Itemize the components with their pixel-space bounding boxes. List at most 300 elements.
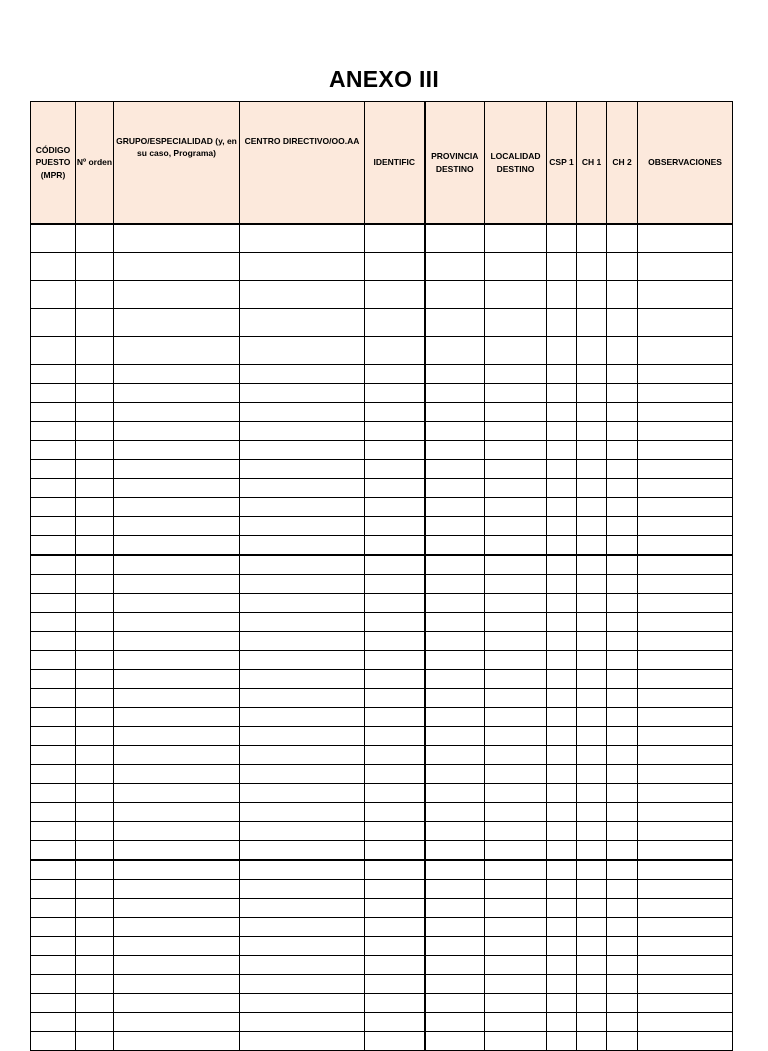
table-cell-csp1 [547,594,577,613]
table-cell-localidad [485,956,547,975]
table-cell-centro [240,365,365,384]
table-row [31,536,733,556]
table-cell-ch2 [607,575,638,594]
table-cell-ch1 [577,651,607,670]
table-cell-localidad [485,860,547,880]
table-cell-codigo [31,403,76,422]
table-cell-ch1 [577,899,607,918]
table-cell-centro [240,670,365,689]
table-cell-localidad [485,384,547,403]
table-row [31,746,733,765]
table-cell-orden [76,498,114,517]
table-cell-ch2 [607,479,638,498]
table-row [31,309,733,337]
table-row [31,899,733,918]
col-header-observaciones: OBSERVACIONES [638,102,733,225]
table-cell-ch2 [607,975,638,994]
table-cell-ch1 [577,281,607,309]
table-cell-orden [76,517,114,536]
table-row [31,460,733,479]
table-cell-centro [240,460,365,479]
table-cell-centro [240,918,365,937]
table-cell-ch2 [607,613,638,632]
col-header-identific: IDENTIFIC [365,102,425,225]
table-cell-orden [76,594,114,613]
table-cell-orden [76,689,114,708]
table-cell-grupo [114,224,240,253]
table-cell-identific [365,1032,425,1051]
table-cell-localidad [485,918,547,937]
table-cell-localidad [485,899,547,918]
table-cell-observaciones [638,994,733,1013]
table-cell-csp1 [547,670,577,689]
table-cell-csp1 [547,575,577,594]
table-cell-ch2 [607,1013,638,1032]
table-cell-ch2 [607,384,638,403]
table-cell-codigo [31,956,76,975]
table-cell-ch1 [577,479,607,498]
table-cell-provincia [425,594,485,613]
table-cell-identific [365,536,425,556]
table-cell-ch2 [607,746,638,765]
table-cell-identific [365,918,425,937]
table-cell-codigo [31,281,76,309]
table-cell-orden [76,746,114,765]
table-cell-centro [240,403,365,422]
table-cell-orden [76,337,114,365]
table-cell-orden [76,841,114,861]
table-cell-localidad [485,765,547,784]
table-cell-ch2 [607,708,638,727]
table-cell-localidad [485,517,547,536]
table-row [31,708,733,727]
table-cell-codigo [31,1013,76,1032]
table-cell-provincia [425,803,485,822]
table-cell-centro [240,899,365,918]
table-cell-provincia [425,822,485,841]
table-row [31,956,733,975]
table-cell-identific [365,803,425,822]
table-cell-csp1 [547,994,577,1013]
table-cell-grupo [114,337,240,365]
table-cell-csp1 [547,422,577,441]
table-cell-csp1 [547,384,577,403]
table-cell-ch2 [607,899,638,918]
table-cell-orden [76,224,114,253]
col-header-csp1: CSP 1 [547,102,577,225]
table-cell-grupo [114,517,240,536]
table-cell-csp1 [547,784,577,803]
table-cell-centro [240,441,365,460]
table-cell-centro [240,689,365,708]
table-cell-orden [76,422,114,441]
table-cell-ch2 [607,422,638,441]
table-cell-provincia [425,746,485,765]
table-cell-grupo [114,384,240,403]
table-cell-csp1 [547,337,577,365]
table-row [31,613,733,632]
table-cell-identific [365,613,425,632]
table-cell-csp1 [547,632,577,651]
table-row [31,784,733,803]
table-cell-orden [76,309,114,337]
table-cell-centro [240,880,365,899]
table-cell-orden [76,860,114,880]
table-cell-csp1 [547,403,577,422]
table-cell-orden [76,880,114,899]
table-cell-provincia [425,309,485,337]
table-cell-ch2 [607,918,638,937]
table-cell-ch2 [607,994,638,1013]
table-row [31,975,733,994]
table-cell-identific [365,422,425,441]
table-cell-orden [76,822,114,841]
table-cell-centro [240,632,365,651]
table-cell-provincia [425,613,485,632]
table-cell-ch1 [577,689,607,708]
table-cell-ch1 [577,1013,607,1032]
table-cell-observaciones [638,365,733,384]
table-cell-provincia [425,956,485,975]
table-cell-identific [365,784,425,803]
table-cell-centro [240,956,365,975]
table-cell-csp1 [547,975,577,994]
table-cell-provincia [425,224,485,253]
table-cell-localidad [485,253,547,281]
table-cell-csp1 [547,841,577,861]
table-cell-identific [365,460,425,479]
table-cell-identific [365,727,425,746]
table-cell-ch1 [577,822,607,841]
col-header-codigo-puesto: CÓDIGO PUESTO (MPR) [31,102,76,225]
table-cell-codigo [31,765,76,784]
table-cell-csp1 [547,708,577,727]
table-cell-provincia [425,708,485,727]
table-cell-orden [76,555,114,575]
table-cell-observaciones [638,309,733,337]
table-row [31,727,733,746]
table-row [31,670,733,689]
table-cell-observaciones [638,784,733,803]
table-cell-codigo [31,689,76,708]
table-cell-ch2 [607,765,638,784]
table-row [31,281,733,309]
table-cell-identific [365,337,425,365]
table-cell-codigo [31,1032,76,1051]
table-cell-csp1 [547,309,577,337]
table-cell-provincia [425,517,485,536]
table-cell-identific [365,899,425,918]
table-cell-orden [76,441,114,460]
table-cell-ch2 [607,937,638,956]
table-row [31,765,733,784]
table-cell-orden [76,460,114,479]
table-cell-observaciones [638,479,733,498]
table-cell-identific [365,765,425,784]
table-cell-ch2 [607,498,638,517]
table-cell-ch1 [577,632,607,651]
table-cell-identific [365,880,425,899]
table-cell-centro [240,309,365,337]
table-row [31,498,733,517]
table-cell-ch1 [577,441,607,460]
table-cell-centro [240,975,365,994]
table-cell-orden [76,1013,114,1032]
table-cell-ch1 [577,918,607,937]
table-cell-centro [240,575,365,594]
table-cell-localidad [485,632,547,651]
table-body [31,224,733,1051]
table-cell-centro [240,841,365,861]
table-cell-ch1 [577,765,607,784]
table-cell-provincia [425,460,485,479]
table-cell-codigo [31,517,76,536]
table-cell-identific [365,281,425,309]
table-cell-observaciones [638,803,733,822]
table-cell-observaciones [638,384,733,403]
table-cell-csp1 [547,498,577,517]
col-header-localidad-destino: LOCALIDAD DESTINO [485,102,547,225]
table-cell-ch2 [607,822,638,841]
table-cell-grupo [114,536,240,556]
table-cell-provincia [425,860,485,880]
table-cell-identific [365,841,425,861]
table-cell-observaciones [638,765,733,784]
table-cell-identific [365,403,425,422]
table-cell-ch2 [607,841,638,861]
table-cell-grupo [114,765,240,784]
table-cell-observaciones [638,1032,733,1051]
table-cell-orden [76,384,114,403]
table-cell-codigo [31,784,76,803]
table-cell-orden [76,803,114,822]
table-cell-observaciones [638,670,733,689]
table-row [31,517,733,536]
table-cell-ch1 [577,498,607,517]
table-row [31,224,733,253]
table-cell-localidad [485,822,547,841]
table-cell-ch1 [577,727,607,746]
table-cell-localidad [485,746,547,765]
table-cell-codigo [31,822,76,841]
table-cell-codigo [31,422,76,441]
table-cell-identific [365,937,425,956]
table-cell-orden [76,899,114,918]
table-cell-grupo [114,994,240,1013]
table-cell-identific [365,365,425,384]
table-cell-centro [240,594,365,613]
table-cell-codigo [31,498,76,517]
table-cell-observaciones [638,841,733,861]
table-cell-ch1 [577,224,607,253]
table-cell-csp1 [547,822,577,841]
table-row [31,253,733,281]
table-cell-centro [240,281,365,309]
table-cell-csp1 [547,689,577,708]
table-cell-grupo [114,632,240,651]
table-cell-localidad [485,975,547,994]
table-cell-identific [365,253,425,281]
table-cell-provincia [425,479,485,498]
table-cell-observaciones [638,575,733,594]
table-cell-grupo [114,670,240,689]
table-cell-observaciones [638,956,733,975]
table-cell-codigo [31,441,76,460]
table-cell-localidad [485,937,547,956]
table-cell-csp1 [547,613,577,632]
table-cell-centro [240,1013,365,1032]
table-cell-codigo [31,613,76,632]
table-cell-csp1 [547,880,577,899]
table-cell-centro [240,613,365,632]
table-cell-localidad [485,994,547,1013]
table-cell-codigo [31,880,76,899]
table-row [31,403,733,422]
table-cell-observaciones [638,253,733,281]
table-cell-csp1 [547,956,577,975]
table-cell-csp1 [547,479,577,498]
table-cell-ch2 [607,860,638,880]
table-cell-localidad [485,575,547,594]
table-cell-provincia [425,918,485,937]
table-cell-grupo [114,281,240,309]
table-row [31,384,733,403]
table-cell-provincia [425,1013,485,1032]
table-cell-ch2 [607,403,638,422]
table-cell-provincia [425,994,485,1013]
table-cell-ch1 [577,784,607,803]
table-cell-grupo [114,689,240,708]
table-cell-grupo [114,651,240,670]
table-cell-csp1 [547,224,577,253]
table-cell-orden [76,365,114,384]
table-cell-provincia [425,899,485,918]
table-cell-localidad [485,803,547,822]
table-cell-centro [240,937,365,956]
table-cell-codigo [31,594,76,613]
table-cell-centro [240,727,365,746]
table-cell-grupo [114,403,240,422]
table-cell-identific [365,975,425,994]
table-cell-csp1 [547,253,577,281]
table-cell-ch1 [577,1032,607,1051]
table-cell-observaciones [638,555,733,575]
table-cell-localidad [485,365,547,384]
table-cell-centro [240,517,365,536]
table-cell-centro [240,498,365,517]
table-cell-localidad [485,651,547,670]
table-cell-codigo [31,899,76,918]
table-cell-grupo [114,309,240,337]
table-cell-observaciones [638,689,733,708]
table-cell-orden [76,253,114,281]
table-cell-codigo [31,860,76,880]
table-cell-identific [365,708,425,727]
table-cell-codigo [31,727,76,746]
table-cell-centro [240,555,365,575]
table-cell-codigo [31,841,76,861]
table-cell-observaciones [638,422,733,441]
table-cell-orden [76,708,114,727]
table-cell-provincia [425,1032,485,1051]
table-cell-provincia [425,784,485,803]
table-cell-centro [240,708,365,727]
table-cell-observaciones [638,880,733,899]
table-cell-localidad [485,479,547,498]
table-cell-codigo [31,746,76,765]
table-cell-centro [240,746,365,765]
table-row [31,803,733,822]
table-cell-orden [76,784,114,803]
table-cell-ch1 [577,575,607,594]
table-cell-localidad [485,727,547,746]
table-cell-observaciones [638,899,733,918]
col-header-centro-directivo: CENTRO DIRECTIVO/OO.AA [240,102,365,225]
table-cell-grupo [114,498,240,517]
table-cell-csp1 [547,1032,577,1051]
table-cell-localidad [485,309,547,337]
table-cell-provincia [425,975,485,994]
table-cell-grupo [114,253,240,281]
table-cell-localidad [485,441,547,460]
table-cell-csp1 [547,746,577,765]
table-cell-provincia [425,765,485,784]
table-cell-identific [365,479,425,498]
table-cell-identific [365,517,425,536]
table-row [31,1013,733,1032]
table-cell-ch1 [577,422,607,441]
table-row [31,880,733,899]
table-cell-centro [240,651,365,670]
table-cell-identific [365,309,425,337]
table-cell-provincia [425,651,485,670]
table-cell-centro [240,479,365,498]
table-row [31,555,733,575]
table-cell-codigo [31,253,76,281]
table-cell-identific [365,860,425,880]
table-cell-csp1 [547,460,577,479]
table-cell-observaciones [638,224,733,253]
table-cell-csp1 [547,899,577,918]
table-cell-orden [76,536,114,556]
table-cell-centro [240,1032,365,1051]
table-cell-csp1 [547,365,577,384]
table-cell-csp1 [547,517,577,536]
table-cell-grupo [114,841,240,861]
table-cell-identific [365,689,425,708]
table-cell-ch2 [607,281,638,309]
table-cell-identific [365,822,425,841]
table-cell-orden [76,918,114,937]
table-cell-provincia [425,689,485,708]
table-cell-ch1 [577,309,607,337]
table-cell-csp1 [547,555,577,575]
table-cell-observaciones [638,460,733,479]
table-cell-grupo [114,975,240,994]
table-cell-observaciones [638,441,733,460]
table-cell-csp1 [547,536,577,556]
table-cell-codigo [31,670,76,689]
table-cell-codigo [31,975,76,994]
table-cell-centro [240,803,365,822]
table-cell-observaciones [638,918,733,937]
table-cell-ch1 [577,536,607,556]
table-cell-centro [240,253,365,281]
table-cell-codigo [31,555,76,575]
table-cell-ch2 [607,253,638,281]
table-cell-observaciones [638,613,733,632]
table-cell-provincia [425,632,485,651]
